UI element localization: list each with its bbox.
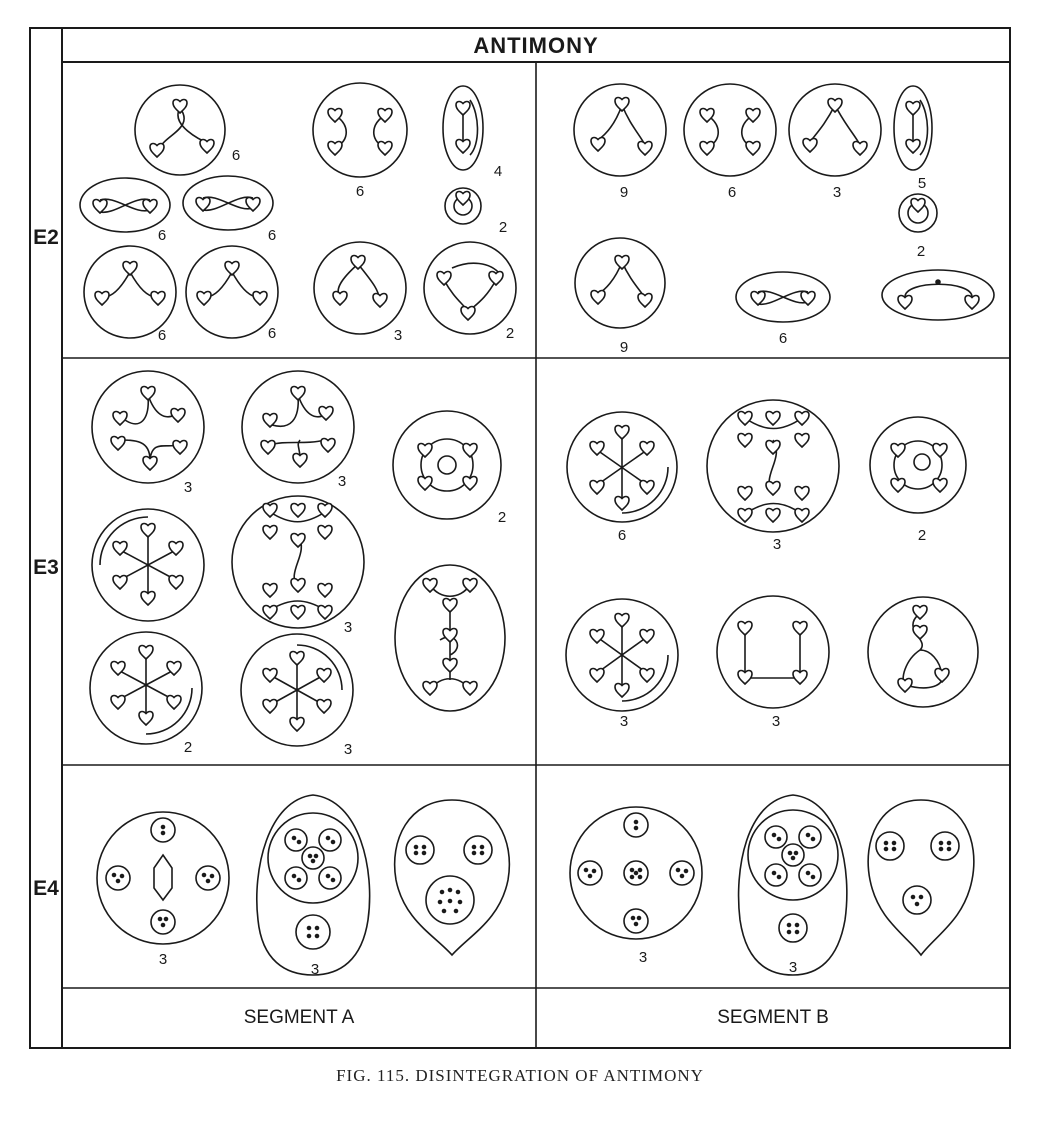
row-label-e2: E2 <box>33 226 59 249</box>
row-label-e4: E4 <box>33 877 59 900</box>
count: 6 <box>267 325 277 342</box>
count: 2 <box>917 527 927 544</box>
count: 3 <box>619 713 629 730</box>
e4-segment-a-counts <box>159 951 319 978</box>
count: 3 <box>310 961 320 978</box>
count: 3 <box>343 741 353 758</box>
count: 2 <box>183 739 193 756</box>
count: 3 <box>393 327 403 344</box>
count: 6 <box>267 227 277 244</box>
count: 3 <box>772 536 782 553</box>
count: 2 <box>498 219 508 236</box>
table-frame <box>30 28 1010 1048</box>
e3-segment-b-shapes <box>566 400 978 711</box>
count: 3 <box>183 479 193 496</box>
e2-segment-a-shapes <box>80 83 516 338</box>
count: 9 <box>619 339 629 356</box>
count: 3 <box>158 951 168 968</box>
count: 2 <box>916 243 926 260</box>
e2-segment-a-counts <box>158 147 514 344</box>
count: 4 <box>493 163 503 180</box>
count: 3 <box>788 959 798 976</box>
figure-title: ANTIMONY <box>473 33 599 58</box>
count: 6 <box>617 527 627 544</box>
count: 6 <box>778 330 788 347</box>
count: 2 <box>497 509 507 526</box>
count: 6 <box>231 147 241 164</box>
e4-segment-b-shapes <box>570 795 974 975</box>
count: 9 <box>619 184 629 201</box>
segment-a-label: SEGMENT A <box>243 1007 355 1028</box>
segment-b-label: SEGMENT B <box>717 1007 829 1028</box>
e2-segment-b-counts <box>620 175 926 356</box>
count: 3 <box>832 184 842 201</box>
e2-segment-b-shapes <box>574 84 994 328</box>
e4-segment-a-shapes <box>97 795 509 975</box>
count: 6 <box>157 227 167 244</box>
count: 3 <box>638 949 648 966</box>
count: 3 <box>771 713 781 730</box>
count: 6 <box>727 184 737 201</box>
count: 3 <box>343 619 353 636</box>
figure-caption: FIG. 115. DISINTEGRATION OF ANTIMONY <box>336 1066 704 1085</box>
count: 5 <box>917 175 927 192</box>
count: 3 <box>337 473 347 490</box>
count: 6 <box>355 183 365 200</box>
row-label-e3: E3 <box>33 556 59 579</box>
e3-segment-a-shapes <box>90 371 505 746</box>
e3-segment-b-counts <box>618 527 926 730</box>
count: 2 <box>505 325 515 342</box>
count: 6 <box>157 327 167 344</box>
